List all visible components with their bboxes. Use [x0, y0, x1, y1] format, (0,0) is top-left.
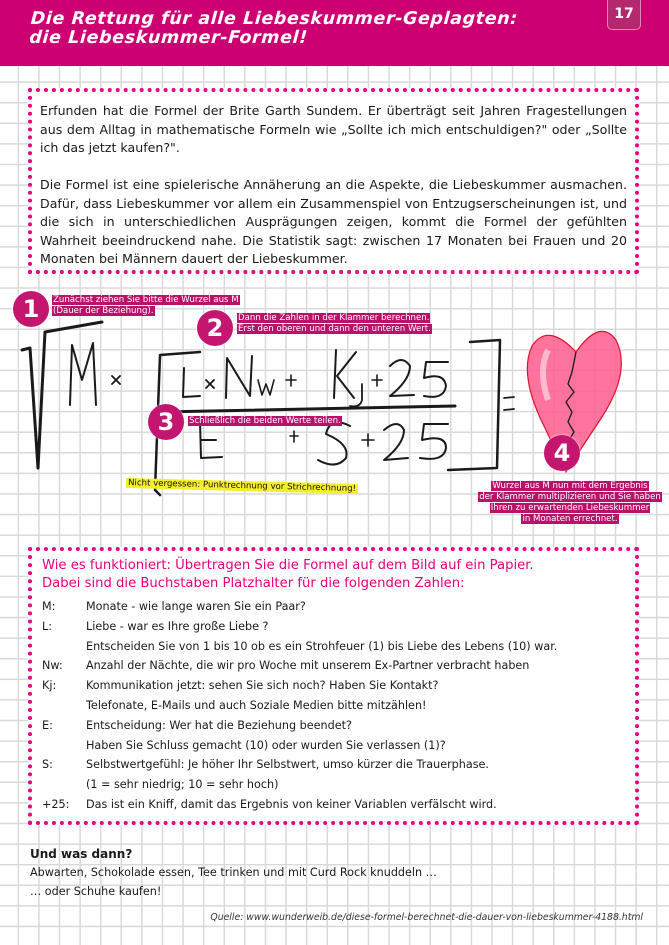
variable-key	[42, 775, 86, 795]
variable-row	[42, 716, 627, 736]
variable-row	[42, 597, 627, 617]
variable-description: Selbstwertgefühl: Je höher Ihr Selbstwert, umso kürzer die Trauerphase.	[86, 758, 489, 772]
root-sign	[22, 322, 102, 468]
intro-paragraph-1: Erfunden hat die Formel der Brite Garth Sundem. Er überträgt seit Jahren Fragestellungen aus dem Alltag in mathematische Formeln wie „Sollte ich mich entschuldigen?" oder „Sollte ich das jetzt kaufen?".	[40, 103, 627, 155]
reminder-note: Nicht vergessen: Punktrechnung vor Strichrechnung!	[127, 478, 357, 494]
page-header	[0, 0, 669, 66]
howto-title-line-2: Dabei sind die Buchstaben Platzhalter für die folgenden Zahlen:	[42, 576, 465, 591]
step-note-4: Wurzel aus M nun mit dem Ergebnis der Klammer multiplizieren und Sie haben Ihren zu erwartenden Liebeskummer in Monaten errechnet.	[479, 481, 661, 524]
variable-row	[42, 755, 627, 775]
variable-key: +25:	[42, 797, 70, 811]
equals-sign	[504, 397, 514, 410]
page-title-line-2: die Liebeskummer-Formel!	[28, 28, 309, 48]
variable-key: Nw:	[42, 659, 63, 673]
variable-row	[42, 795, 627, 815]
variable-description: Telefonate, E-Mails und auch Soziale Medien bitte mitzählen!	[86, 698, 427, 712]
variable-key	[42, 637, 86, 657]
variable-description: Das ist ein Kniff, damit das Ergebnis von keiner Variablen verfälscht wird.	[86, 797, 497, 811]
variable-key	[42, 736, 86, 756]
variable-row	[42, 696, 627, 716]
page-number: 17	[607, 0, 641, 30]
howto-title	[42, 557, 627, 593]
variable-description: Entscheidung: Wer hat die Beziehung beendet?	[86, 718, 352, 732]
after-line-1: Abwarten, Schokolade essen, Tee trinken und mit Curd Rock knuddeln …	[30, 866, 437, 879]
formula-illustration	[0, 280, 669, 540]
step-badge-2: 2	[197, 310, 233, 346]
step-badge-1: 1	[13, 291, 49, 327]
step-note-3: Schließlich die beiden Werte teilen.	[189, 416, 341, 426]
page-title-line-1: Die Rettung für alle Liebeskummer-Geplagten:	[30, 9, 519, 29]
variable-row	[42, 736, 627, 756]
variable-list	[42, 597, 627, 815]
variable-key: S:	[42, 758, 53, 772]
variable-row	[42, 676, 627, 696]
variable-key: Kj:	[42, 679, 57, 693]
variable-row	[42, 656, 627, 676]
step-note-2: Dann die Zahlen in der Klammer berechnen. Erst den oberen und dann den unteren Wert.	[238, 313, 431, 334]
fraction-line	[160, 406, 455, 412]
after-line-2: … oder Schuhe kaufen!	[30, 885, 162, 898]
variable-description: (1 = sehr niedrig; 10 = sehr hoch)	[86, 778, 279, 792]
variable-description: Entscheiden Sie von 1 bis 10 ob es ein Strohfeuer (1) bis Liebe des Lebens (10) war.	[86, 639, 558, 653]
variable-description: Haben Sie Schluss gemacht (10) oder wurden Sie verlassen (1)?	[86, 738, 446, 752]
variable-description: Kommunikation jetzt: sehen Sie sich noch? Haben Sie Kontakt?	[86, 679, 439, 693]
var-m	[70, 343, 96, 405]
step-note-1: Zunächst ziehen Sie bitte die Wurzel aus M (Dauer der Beziehung).	[53, 295, 239, 316]
howto-title-line-1: Wie es funktioniert: Übertragen Sie die Formel auf dem Bild auf ein Papier.	[42, 558, 534, 573]
variable-key: M:	[42, 600, 56, 613]
variable-description: Monate - wie lange waren Sie ein Paar?	[86, 600, 306, 613]
variable-key: L:	[42, 619, 53, 633]
variable-row	[42, 775, 627, 795]
after-title: Und was dann?	[30, 847, 133, 861]
times-sign-1	[112, 376, 120, 384]
after-section	[30, 846, 437, 901]
step-badge-4: 4	[544, 435, 580, 471]
source-credit: Quelle: www.wunderweib.de/diese-formel-berechnet-die-dauer-von-liebeskummer-4188.html	[210, 912, 643, 923]
intro-box	[28, 88, 639, 274]
step-badge-3: 3	[148, 404, 184, 440]
variable-key	[42, 696, 86, 716]
variable-key: E:	[42, 718, 53, 732]
variable-row	[42, 637, 627, 657]
howto-box	[28, 547, 639, 825]
variable-row	[42, 617, 627, 637]
variable-description: Anzahl der Nächte, die wir pro Woche mit unserem Ex-Partner verbracht haben	[86, 659, 530, 673]
variable-description: Liebe - war es Ihre große Liebe ?	[86, 619, 269, 633]
page-title	[29, 10, 519, 48]
intro-paragraph-2: Die Formel ist eine spielerische Annäherung an die Aspekte, die Liebeskummer ausmachen. Dafür, dass Liebeskummer vor allem ein Zusammenspiel von Entzugserscheinungen ist, und die sich in unterschiedlichen Ausprägungen zeigen, kommt die Formel der gefühlten Wahrheit beeindruckend nahe. Die Statistik sagt: zwischen 17 Monaten bei Frauen und 20 Monaten bei Männern dauert der Liebeskummer.	[40, 177, 627, 266]
